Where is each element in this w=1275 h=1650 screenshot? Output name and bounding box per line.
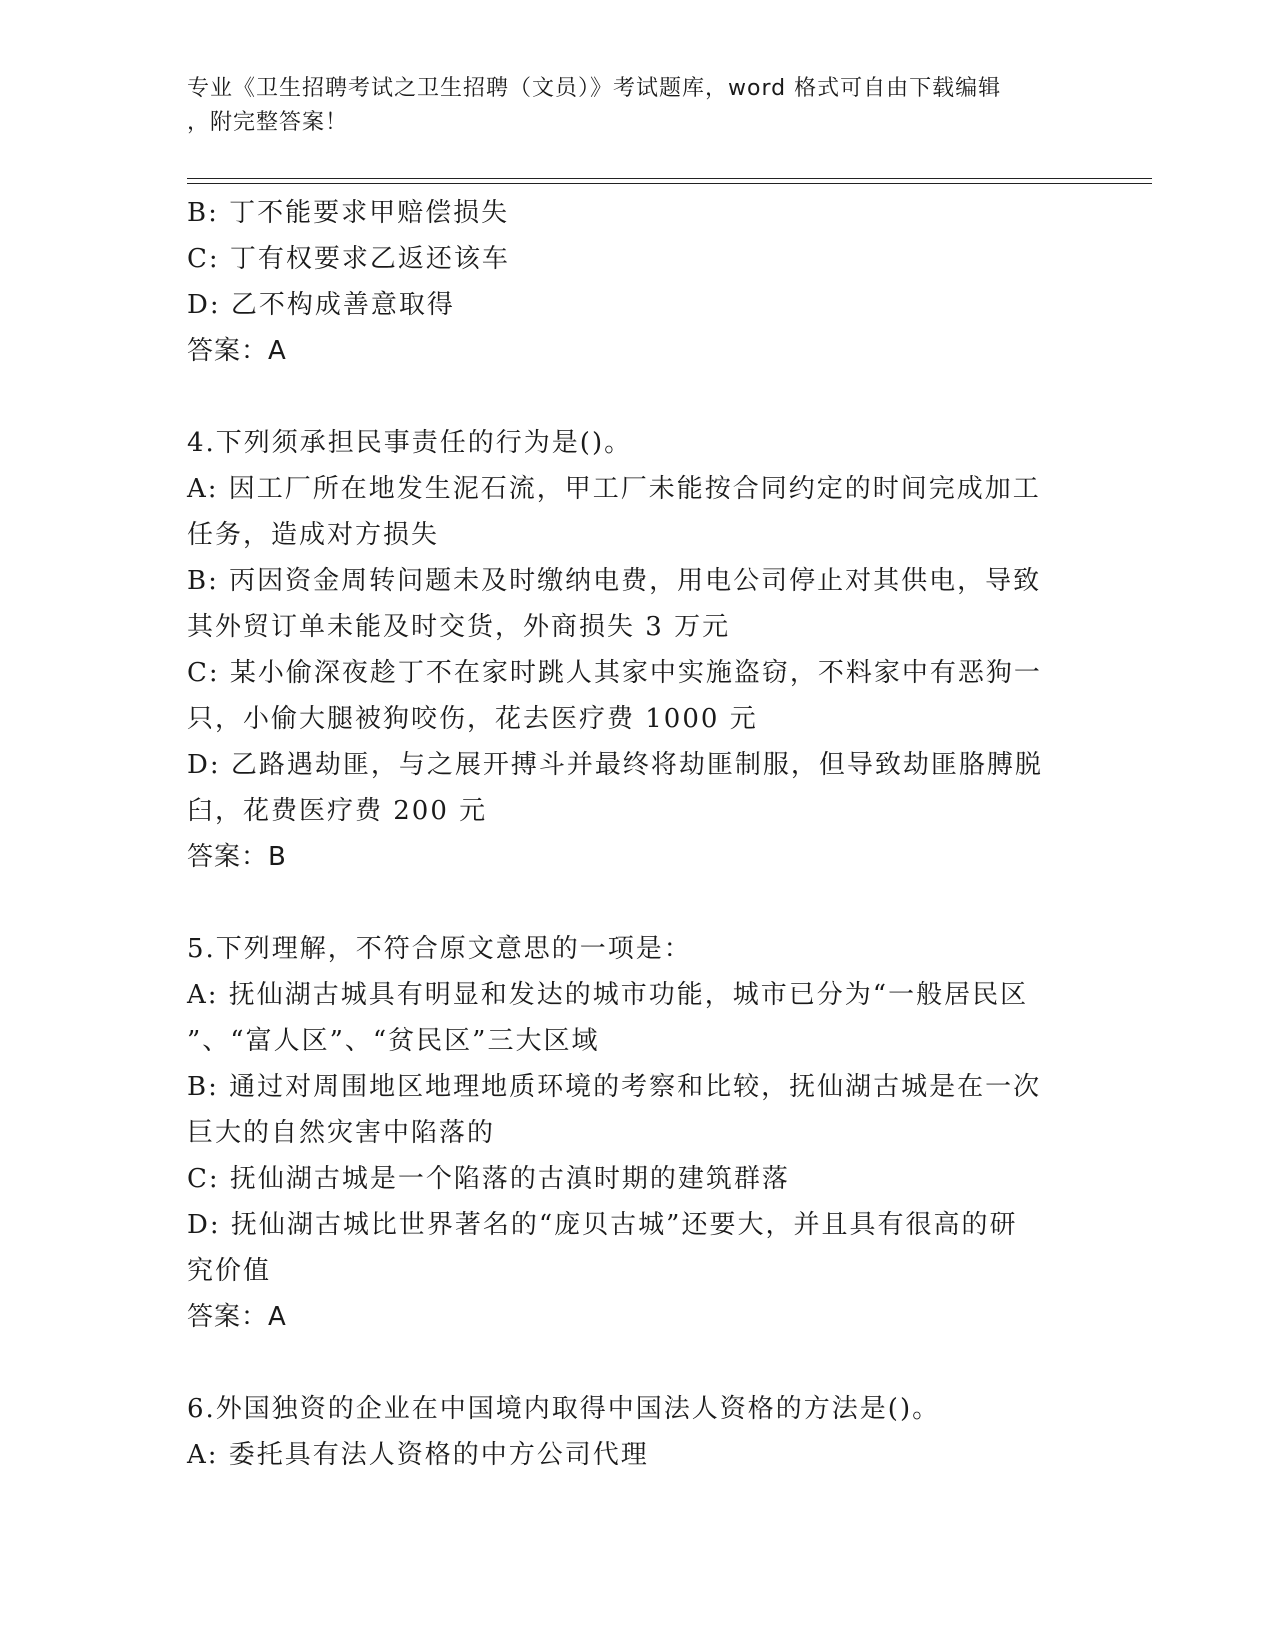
option-a: A: 委托具有法人资格的中方公司代理 <box>187 1440 649 1470</box>
option-a-cont: 任务，造成对方损失 <box>187 520 440 550</box>
question-6 <box>187 1386 1077 1478</box>
option-c-cont: 只，小偷大腿被狗咬伤，花去医疗费 1000 元 <box>187 704 758 734</box>
header-line-2: ，附完整答案！ <box>187 110 349 135</box>
option-b: B: 通过对周围地区地理地质环境的考察和比较，抚仙湖古城是在一次 <box>187 1072 1042 1102</box>
question-text: 5.下列理解，不符合原文意思的一项是： <box>187 934 692 964</box>
question-4 <box>187 420 1077 880</box>
option-a-cont: ”、“富人区”、“贫民区”三大区域 <box>187 1026 600 1056</box>
option-b-cont: 巨大的自然灾害中陷落的 <box>187 1118 496 1148</box>
spacer <box>187 880 1077 926</box>
option-c: C: 某小偷深夜趁丁不在家时跳人其家中实施盗窃，不料家中有恶狗一 <box>187 658 1042 688</box>
spacer <box>187 1340 1077 1386</box>
question-5 <box>187 926 1077 1340</box>
option-c: C: 丁有权要求乙返还该车 <box>187 244 510 274</box>
document-header <box>187 72 1067 140</box>
option-b-cont: 其外贸订单未能及时交货，外商损失 3 万元 <box>187 612 731 642</box>
answer: 答案：A <box>187 336 287 366</box>
option-d: D: 抚仙湖古城比世界著名的“庞贝古城”还要大，并且具有很高的研 <box>187 1210 1018 1240</box>
option-b: B: 丙因资金周转问题未及时缴纳电费，用电公司停止对其供电，导致 <box>187 566 1042 596</box>
header-divider <box>187 178 1152 184</box>
answer: 答案：A <box>187 1302 287 1332</box>
option-b: B: 丁不能要求甲赔偿损失 <box>187 198 510 228</box>
option-a: A: 抚仙湖古城具有明显和发达的城市功能，城市已分为“一般居民区 <box>187 980 1029 1010</box>
question-text: 4.下列须承担民事责任的行为是()。 <box>187 428 633 458</box>
header-line-1: 专业《卫生招聘考试之卫生招聘（文员）》考试题库，word 格式可自由下载编辑 <box>187 76 1002 101</box>
spacer <box>187 374 1077 420</box>
question-list <box>187 190 1077 1478</box>
answer: 答案：B <box>187 842 287 872</box>
option-d-cont: 究价值 <box>187 1256 272 1286</box>
question-3 <box>187 190 1077 374</box>
option-c: C: 抚仙湖古城是一个陷落的古滇时期的建筑群落 <box>187 1164 790 1194</box>
option-a: A: 因工厂所在地发生泥石流，甲工厂未能按合同约定的时间完成加工 <box>187 474 1041 504</box>
option-d: D: 乙路遇劫匪，与之展开搏斗并最终将劫匪制服，但导致劫匪胳膊脱 <box>187 750 1043 780</box>
question-text: 6.外国独资的企业在中国境内取得中国法人资格的方法是()。 <box>187 1394 941 1424</box>
option-d-cont: 臼，花费医疗费 200 元 <box>187 796 488 826</box>
option-d: D: 乙不构成善意取得 <box>187 290 455 320</box>
